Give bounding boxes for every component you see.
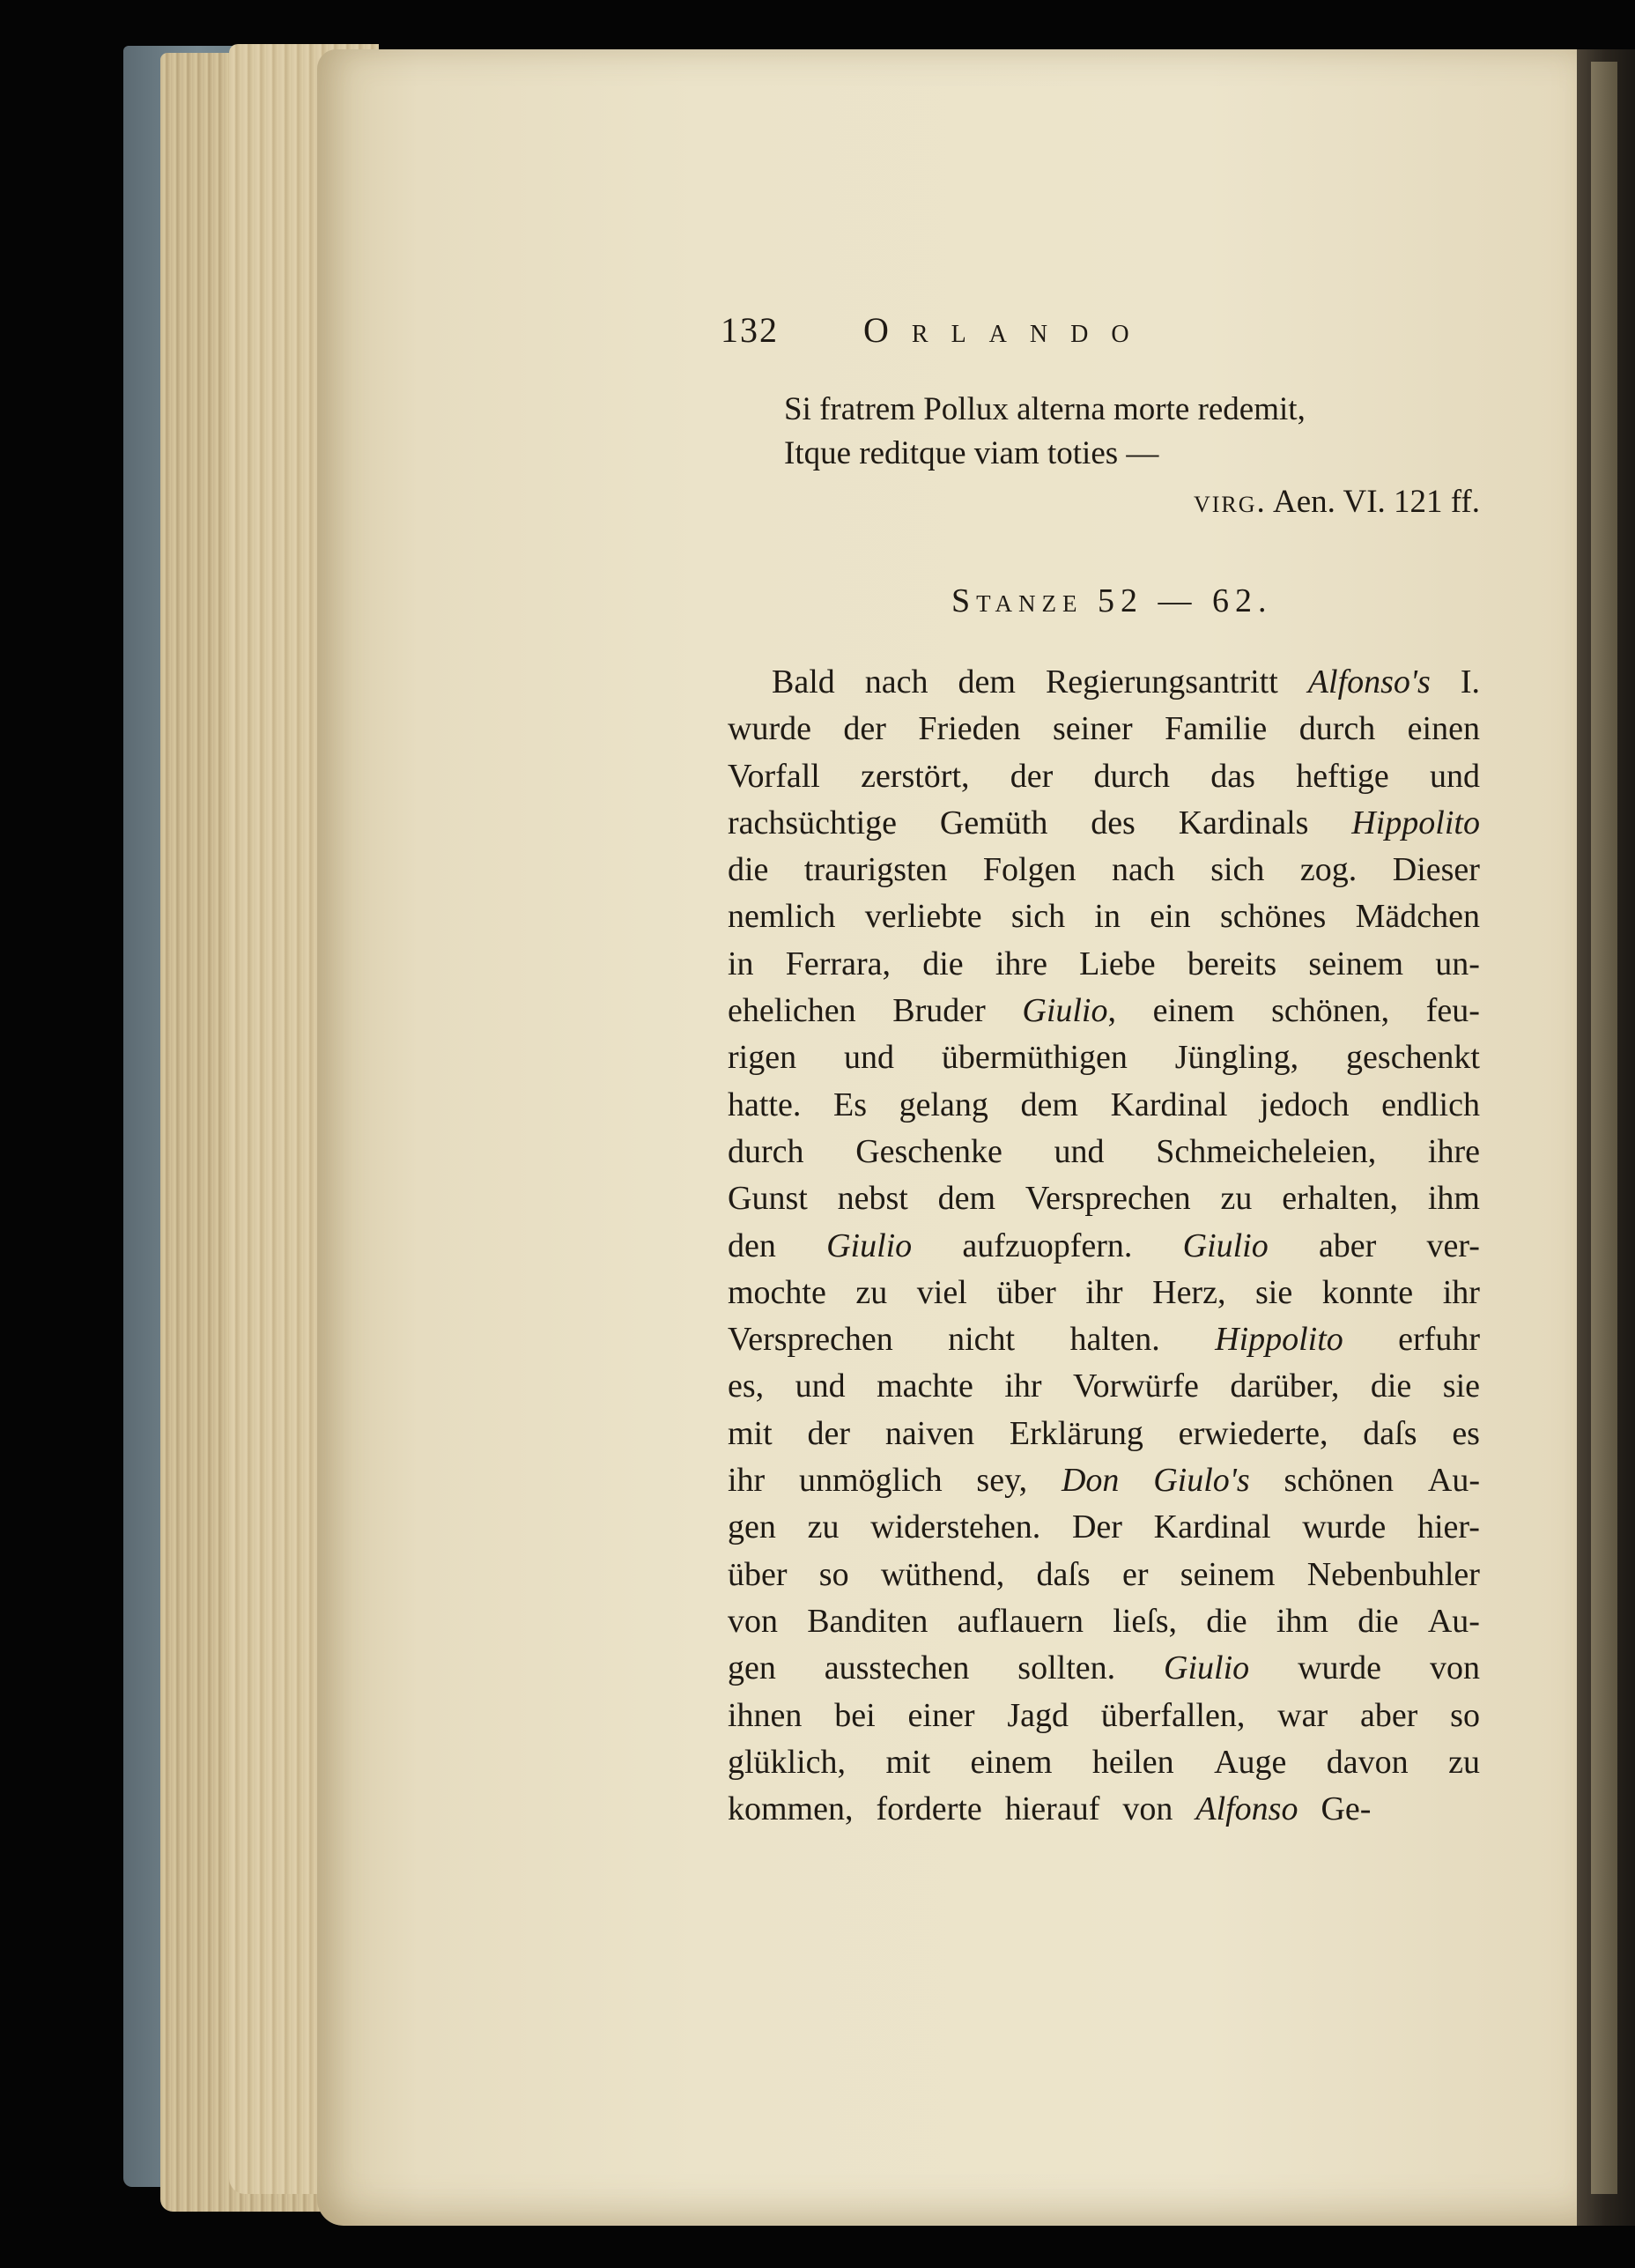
body-word: daſs — [1363, 1414, 1417, 1452]
body-word: einem — [1152, 992, 1235, 1030]
body-word: zu — [1220, 1180, 1253, 1218]
body-word: Regierungsantritt — [1045, 663, 1278, 700]
body-word: glüklich, — [728, 1743, 847, 1781]
body-word: von — [1122, 1790, 1173, 1828]
body-word: bei — [834, 1696, 876, 1734]
body-paragraph — [728, 659, 1480, 1833]
body-line — [728, 1411, 1480, 1457]
body-word: wurde — [1298, 1649, 1382, 1687]
body-word: nach — [1111, 851, 1175, 889]
body-word: ihr — [1085, 1273, 1123, 1311]
body-word: ihr — [728, 1462, 766, 1500]
body-word: konnte — [1321, 1273, 1414, 1311]
body-word: und — [1054, 1132, 1105, 1170]
body-line — [728, 1270, 1480, 1316]
body-word: die — [922, 945, 964, 982]
body-word: un- — [1435, 945, 1480, 982]
body-word: der — [807, 1414, 851, 1452]
body-line — [728, 1129, 1480, 1175]
body-word: daſs — [1036, 1555, 1091, 1593]
body-word: zu — [1448, 1743, 1480, 1781]
epigraph-quote — [784, 388, 1306, 476]
body-word: ihre — [1427, 1132, 1480, 1170]
body-line — [728, 941, 1480, 988]
quote-line: Itque reditque viam toties — — [784, 435, 1159, 471]
body-word: halten. — [1069, 1321, 1160, 1359]
citation-reference: Aen. VI. 121 ff. — [1273, 484, 1480, 520]
body-word: in — [728, 945, 754, 982]
body-word: aufzuopfern. — [962, 1227, 1133, 1264]
body-word: Kardinals — [1178, 804, 1309, 841]
section-heading: Stanze 52 — 62. — [951, 582, 1273, 619]
body-word: Bruder — [892, 992, 986, 1030]
quote-line: Si fratrem Pollux alterna morte redemit, — [784, 391, 1306, 427]
body-word: wüthend, — [880, 1555, 1005, 1593]
body-word: dem — [958, 663, 1016, 700]
body-word: sey, — [976, 1462, 1028, 1500]
body-word: feu- — [1425, 992, 1480, 1030]
body-line — [728, 1786, 1480, 1833]
body-word: zog. — [1299, 851, 1358, 889]
body-word: Vorwürfe — [1073, 1367, 1199, 1405]
body-word: Es — [832, 1086, 867, 1123]
body-word: so — [1450, 1696, 1480, 1734]
body-line — [728, 1693, 1480, 1739]
body-word: Versprechen — [728, 1321, 893, 1359]
body-word: Giulio — [826, 1227, 913, 1264]
body-word: Ferrara, — [785, 945, 891, 982]
body-word: von — [1429, 1649, 1480, 1687]
body-line — [728, 753, 1480, 800]
body-word: Versprechen — [1025, 1180, 1191, 1218]
body-word: die — [1370, 1367, 1412, 1405]
body-word: Au- — [1427, 1602, 1480, 1640]
body-word: sie — [1442, 1367, 1480, 1405]
body-word: heftige — [1296, 757, 1389, 795]
body-word: sich — [1210, 851, 1265, 889]
body-word: kommen, — [728, 1790, 854, 1828]
body-line — [728, 1598, 1480, 1645]
body-word: aber — [1359, 1696, 1418, 1734]
body-word: ehelichen — [728, 992, 856, 1030]
body-word: durch — [1298, 710, 1376, 748]
body-word: schönes — [1219, 898, 1327, 936]
body-word: nebst — [837, 1180, 908, 1218]
body-word: die — [1206, 1602, 1247, 1640]
body-line — [728, 1504, 1480, 1551]
body-word: übermüthigen — [941, 1039, 1128, 1077]
body-word: Folgen — [982, 851, 1076, 889]
body-word: schönen, — [1271, 992, 1390, 1030]
body-word: Frieden — [918, 710, 1021, 748]
body-line — [728, 1034, 1480, 1081]
body-word: nemlich — [728, 898, 836, 936]
body-word: Au- — [1427, 1462, 1480, 1500]
body-word: verliebte — [864, 898, 982, 936]
body-line — [728, 847, 1480, 893]
body-word: einem — [970, 1743, 1053, 1781]
body-word: zerstört, — [861, 757, 970, 795]
body-word: durch — [728, 1132, 804, 1170]
body-word: sich — [1010, 898, 1066, 936]
body-word: Schmeicheleien, — [1156, 1132, 1377, 1170]
body-word: gen — [728, 1508, 776, 1546]
body-word: darüber, — [1230, 1367, 1340, 1405]
body-word: Gemüth — [939, 804, 1048, 841]
body-word: einen — [1407, 710, 1480, 748]
body-word: erwiederte, — [1178, 1414, 1328, 1452]
quote-citation — [1154, 483, 1480, 521]
body-word: traurigsten — [803, 851, 948, 889]
body-word: Liebe — [1079, 945, 1156, 982]
body-word: Herz, — [1152, 1273, 1226, 1311]
body-word: Nebenbuhler — [1306, 1555, 1480, 1593]
body-word: zu — [855, 1273, 888, 1311]
body-word: Ge- — [1321, 1790, 1372, 1828]
running-head: Orlando — [863, 309, 1152, 350]
body-word: Alfonso — [1195, 1790, 1298, 1828]
body-word: Giulio — [1164, 1649, 1250, 1687]
body-word: jedoch — [1260, 1086, 1350, 1123]
body-word: rachsüchtige — [728, 804, 898, 841]
body-word: Jüngling, — [1174, 1039, 1299, 1077]
body-word: gelang — [899, 1086, 988, 1123]
body-word: sollten. — [1017, 1649, 1116, 1687]
body-word: zu — [807, 1508, 840, 1546]
body-word: mochte — [728, 1273, 826, 1311]
body-word: von — [728, 1602, 778, 1640]
page-header — [721, 303, 1284, 356]
body-word: Mädchen — [1355, 898, 1480, 936]
body-word: Auge — [1214, 1743, 1287, 1781]
body-word: ver- — [1426, 1227, 1480, 1264]
body-word: Giulio — [1182, 1227, 1269, 1264]
body-word: mit — [885, 1743, 931, 1781]
body-word: seiner — [1052, 710, 1133, 748]
facing-page-sliver — [1591, 62, 1617, 2194]
body-word: Giulio, — [1022, 992, 1116, 1030]
body-word: Der — [1071, 1508, 1122, 1546]
body-word: Jagd — [1007, 1696, 1069, 1734]
body-word: naiven — [884, 1414, 975, 1452]
body-word: Banditen — [807, 1602, 928, 1640]
body-word: forderte — [876, 1790, 982, 1828]
body-word: die — [728, 851, 769, 889]
body-word: Erklärung — [1009, 1414, 1143, 1452]
body-word: das — [1210, 757, 1255, 795]
body-word: Dieser — [1392, 851, 1480, 889]
body-word: hatte. — [728, 1086, 802, 1123]
body-word: über — [728, 1555, 788, 1593]
body-word: Vorfall — [728, 757, 820, 795]
body-word: überfallen, — [1100, 1696, 1246, 1734]
body-line — [728, 1457, 1480, 1504]
body-word: Hippolito — [1215, 1321, 1343, 1359]
body-word: dem — [937, 1180, 996, 1218]
body-word: dem — [1020, 1086, 1078, 1123]
body-word: aber — [1318, 1227, 1377, 1264]
body-word: Giulo's — [1153, 1462, 1250, 1500]
body-word: so — [818, 1555, 849, 1593]
citation-author: virg. — [1193, 484, 1267, 520]
body-word: ein — [1150, 898, 1191, 936]
body-line — [728, 1363, 1480, 1410]
body-word: Geschenke — [855, 1132, 1002, 1170]
body-word: Bald — [772, 663, 835, 700]
body-word: der — [1010, 757, 1054, 795]
body-word: rigen — [728, 1039, 797, 1077]
body-word: nach — [864, 663, 928, 700]
body-word: unmöglich — [799, 1462, 943, 1500]
body-word: Alfonso's — [1307, 663, 1431, 700]
body-word: ihm — [1276, 1602, 1328, 1640]
body-word: wurde — [1302, 1508, 1387, 1546]
body-line — [728, 893, 1480, 940]
body-word: war — [1277, 1696, 1328, 1734]
body-line — [728, 800, 1480, 847]
body-word: widerstehen. — [870, 1508, 1041, 1546]
body-word: ausstechen — [824, 1649, 970, 1687]
body-line — [728, 1552, 1480, 1598]
body-word: seinem — [1308, 945, 1404, 982]
body-word: ihre — [995, 945, 1047, 982]
body-word: es, — [728, 1367, 765, 1405]
body-line — [728, 1739, 1480, 1786]
body-word: über — [996, 1273, 1056, 1311]
body-line — [728, 1223, 1480, 1270]
body-word: Familie — [1165, 710, 1268, 748]
body-line — [728, 1175, 1480, 1222]
body-word: durch — [1093, 757, 1171, 795]
body-word: und — [843, 1039, 894, 1077]
body-word: mit — [728, 1414, 773, 1452]
body-word: sie — [1255, 1273, 1293, 1311]
body-word: viel — [916, 1273, 967, 1311]
body-word: lieſs, — [1113, 1602, 1178, 1640]
body-word: hier- — [1417, 1508, 1480, 1546]
body-word: den — [728, 1227, 776, 1264]
body-word: Don — [1061, 1462, 1120, 1500]
body-word: ihnen — [728, 1696, 803, 1734]
body-word: wurde — [728, 710, 811, 748]
body-word: endlich — [1381, 1086, 1480, 1123]
body-word: auflauern — [957, 1602, 1084, 1640]
body-word: der — [843, 710, 886, 748]
body-word: er — [1121, 1555, 1149, 1593]
body-line — [728, 1316, 1480, 1363]
body-line — [728, 1082, 1480, 1129]
body-word: in — [1094, 898, 1121, 936]
body-line — [728, 988, 1480, 1034]
body-word: ihr — [1442, 1273, 1480, 1311]
body-word: ihr — [1004, 1367, 1042, 1405]
body-word: des — [1091, 804, 1136, 841]
body-word: ihm — [1427, 1180, 1480, 1218]
body-word: gen — [728, 1649, 776, 1687]
body-word: davon — [1326, 1743, 1409, 1781]
body-word: und — [1429, 757, 1480, 795]
body-line — [728, 1645, 1480, 1692]
body-word: einer — [907, 1696, 975, 1734]
body-word: heilen — [1091, 1743, 1174, 1781]
body-word: seinem — [1180, 1555, 1276, 1593]
body-word: und — [795, 1367, 846, 1405]
body-word: schönen — [1284, 1462, 1395, 1500]
body-word: Kardinal — [1110, 1086, 1228, 1123]
page-number: 132 — [721, 309, 779, 350]
body-word: erfuhr — [1398, 1321, 1480, 1359]
body-word: I. — [1460, 663, 1480, 700]
body-word: machte — [877, 1367, 973, 1405]
body-word: Gunst — [728, 1180, 808, 1218]
body-word: es — [1452, 1414, 1480, 1452]
body-word: geschenkt — [1346, 1039, 1480, 1077]
body-word: bereits — [1187, 945, 1277, 982]
body-word: erhalten, — [1282, 1180, 1399, 1218]
body-line — [728, 659, 1480, 706]
body-word: nicht — [948, 1321, 1016, 1359]
body-word: die — [1358, 1602, 1399, 1640]
body-word: Hippolito — [1351, 804, 1480, 841]
body-line — [728, 706, 1480, 752]
body-word: hierauf — [1004, 1790, 1100, 1828]
body-word: Kardinal — [1153, 1508, 1271, 1546]
